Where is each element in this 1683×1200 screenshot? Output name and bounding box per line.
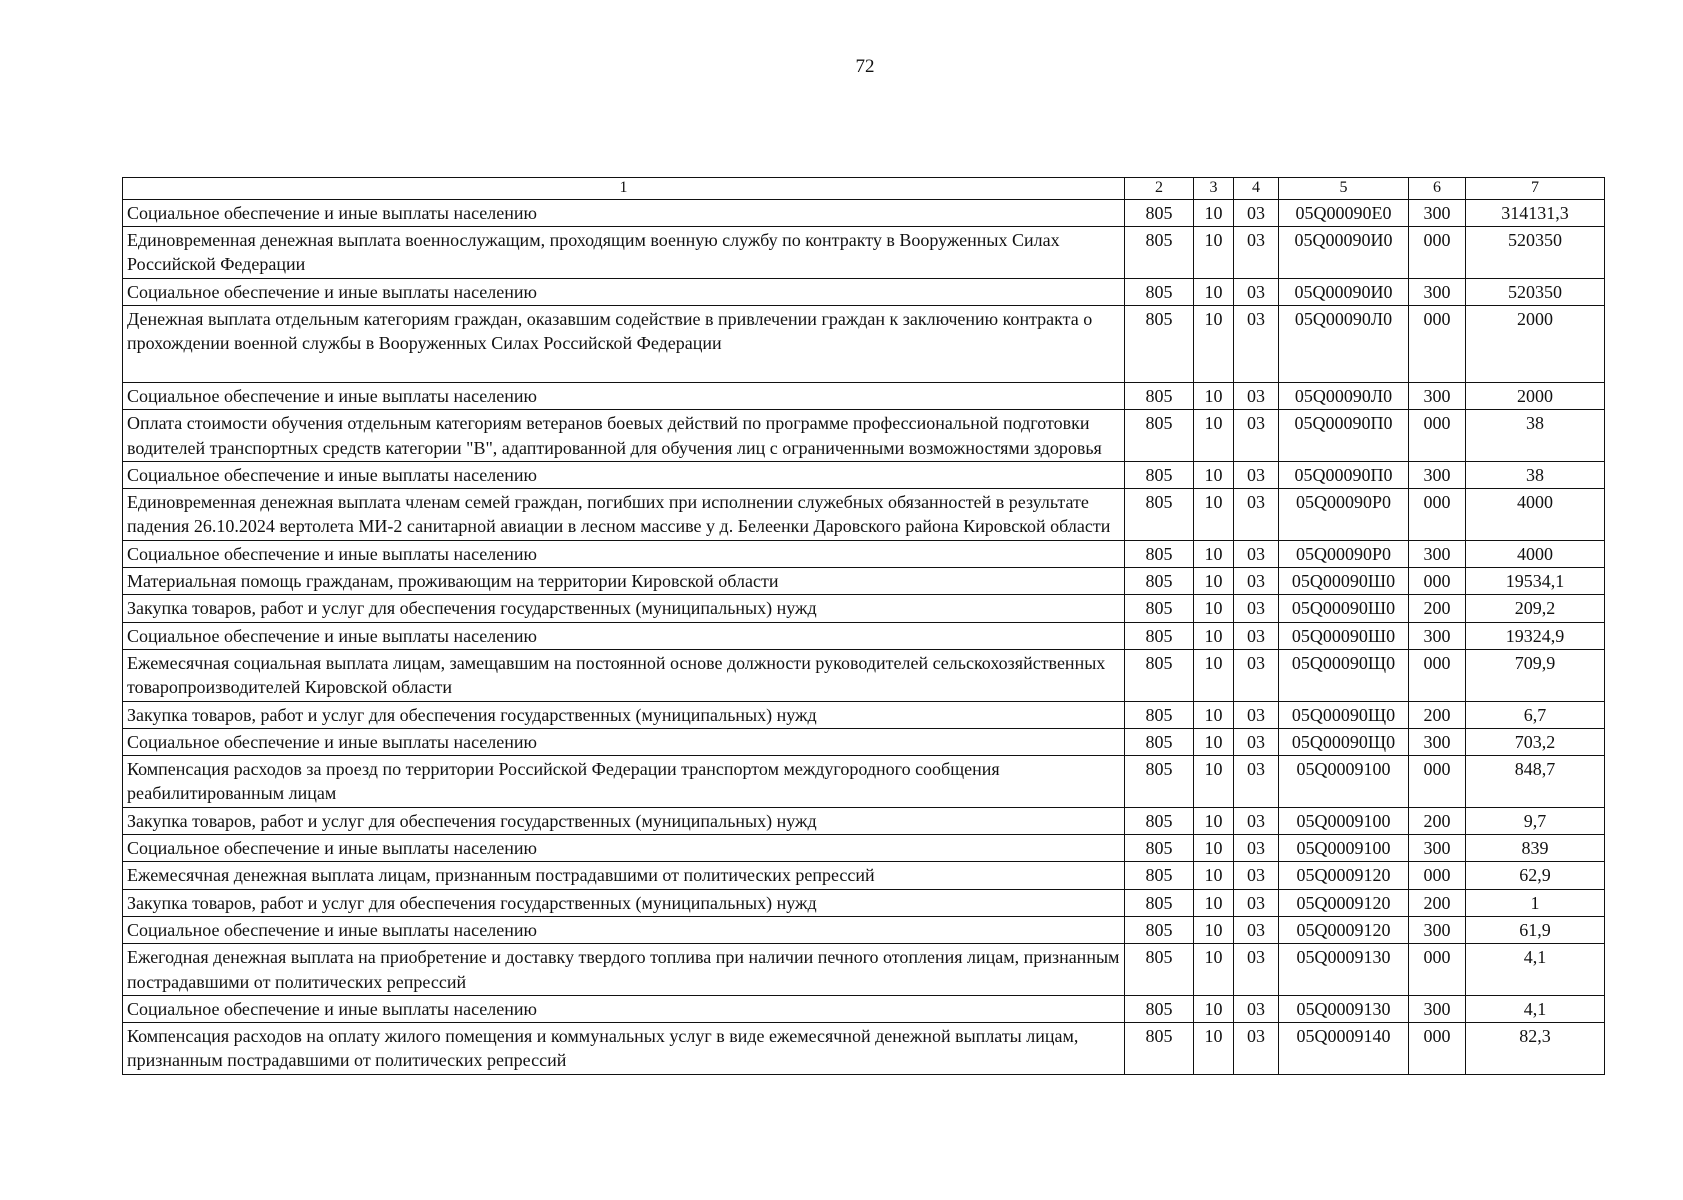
row-c3: 10 xyxy=(1194,540,1234,567)
row-c4: 03 xyxy=(1234,540,1279,567)
row-c3: 10 xyxy=(1194,1023,1234,1075)
table-row xyxy=(123,701,1605,728)
row-c7: 520350 xyxy=(1466,278,1605,305)
row-c6: 000 xyxy=(1409,410,1466,462)
row-c7: 848,7 xyxy=(1466,756,1605,808)
row-c5: 05Q0009100 xyxy=(1279,756,1409,808)
row-c4: 03 xyxy=(1234,756,1279,808)
row-c7: 4000 xyxy=(1466,489,1605,541)
table-row xyxy=(123,728,1605,755)
row-c6: 200 xyxy=(1409,701,1466,728)
row-c3: 10 xyxy=(1194,199,1234,226)
row-c7: 4,1 xyxy=(1466,944,1605,996)
row-c3: 10 xyxy=(1194,568,1234,595)
row-c3: 10 xyxy=(1194,382,1234,409)
row-c4: 03 xyxy=(1234,807,1279,834)
row-c3: 10 xyxy=(1194,489,1234,541)
row-c2: 805 xyxy=(1125,410,1194,462)
row-c6: 000 xyxy=(1409,1023,1466,1075)
row-name: Ежегодная денежная выплата на приобретение и доставку твердого топлива при наличии печного отопления лицам, признанным пострадавшими от политических репрессий xyxy=(123,944,1125,996)
row-c3: 10 xyxy=(1194,595,1234,622)
row-c7: 1 xyxy=(1466,889,1605,916)
row-c4: 03 xyxy=(1234,568,1279,595)
row-c6: 300 xyxy=(1409,199,1466,226)
row-c4: 03 xyxy=(1234,835,1279,862)
header-col-6: 6 xyxy=(1409,178,1466,200)
row-c7: 314131,3 xyxy=(1466,199,1605,226)
row-c6: 000 xyxy=(1409,756,1466,808)
row-name: Социальное обеспечение и иные выплаты населению xyxy=(123,728,1125,755)
row-name: Социальное обеспечение и иные выплаты населению xyxy=(123,540,1125,567)
row-c3: 10 xyxy=(1194,944,1234,996)
row-c6: 000 xyxy=(1409,944,1466,996)
row-c7: 4000 xyxy=(1466,540,1605,567)
row-c2: 805 xyxy=(1125,916,1194,943)
row-c2: 805 xyxy=(1125,944,1194,996)
row-name: Ежемесячная социальная выплата лицам, замещавшим на постоянной основе должности руководителей сельскохозяйственных товаропроизводителей Кировской области xyxy=(123,649,1125,701)
row-c2: 805 xyxy=(1125,862,1194,889)
row-name: Ежемесячная денежная выплата лицам, признанным пострадавшими от политических репрессий xyxy=(123,862,1125,889)
row-c5: 05Q00090П0 xyxy=(1279,410,1409,462)
header-row xyxy=(123,178,1605,200)
header-col-7: 7 xyxy=(1466,178,1605,200)
row-c5: 05Q00090И0 xyxy=(1279,278,1409,305)
row-c2: 805 xyxy=(1125,701,1194,728)
row-name: Единовременная денежная выплата членам семей граждан, погибших при исполнении служебных обязанностей в результате падения 26.10.2024 вертолета МИ-2 санитарной авиации в лесном массиве у д. Белеенки Даровского района Кировской области xyxy=(123,489,1125,541)
row-c5: 05Q00090Ш0 xyxy=(1279,595,1409,622)
table-row xyxy=(123,540,1605,567)
row-c5: 05Q0009120 xyxy=(1279,862,1409,889)
row-c6: 200 xyxy=(1409,595,1466,622)
row-c7: 6,7 xyxy=(1466,701,1605,728)
row-name: Денежная выплата отдельным категориям граждан, оказавшим содействие в привлечении граждан к заключению контракта о прохождении военной службы в Вооруженных Силах Российской Федерации xyxy=(123,305,1125,382)
row-c5: 05Q00090Щ0 xyxy=(1279,728,1409,755)
row-c3: 10 xyxy=(1194,622,1234,649)
row-c2: 805 xyxy=(1125,305,1194,382)
row-c3: 10 xyxy=(1194,649,1234,701)
row-c5: 05Q0009120 xyxy=(1279,916,1409,943)
row-name: Социальное обеспечение и иные выплаты населению xyxy=(123,622,1125,649)
row-c4: 03 xyxy=(1234,944,1279,996)
row-c6: 300 xyxy=(1409,728,1466,755)
row-c4: 03 xyxy=(1234,916,1279,943)
row-c4: 03 xyxy=(1234,622,1279,649)
row-c2: 805 xyxy=(1125,728,1194,755)
budget-table xyxy=(122,177,1605,1075)
row-name: Социальное обеспечение и иные выплаты населению xyxy=(123,278,1125,305)
row-c2: 805 xyxy=(1125,595,1194,622)
row-c2: 805 xyxy=(1125,649,1194,701)
row-name: Социальное обеспечение и иные выплаты населению xyxy=(123,835,1125,862)
row-c4: 03 xyxy=(1234,461,1279,488)
row-c5: 05Q0009120 xyxy=(1279,889,1409,916)
row-c2: 805 xyxy=(1125,995,1194,1022)
row-name: Компенсация расходов на оплату жилого помещения и коммунальных услуг в виде ежемесячной денежной выплаты лицам, признанным пострадавшими от политических репрессий xyxy=(123,1023,1125,1075)
row-c3: 10 xyxy=(1194,916,1234,943)
row-c6: 300 xyxy=(1409,278,1466,305)
row-c2: 805 xyxy=(1125,199,1194,226)
row-c2: 805 xyxy=(1125,278,1194,305)
row-c3: 10 xyxy=(1194,410,1234,462)
row-c7: 839 xyxy=(1466,835,1605,862)
row-name: Единовременная денежная выплата военнослужащим, проходящим военную службу по контракту в Вооруженных Силах Российской Федерации xyxy=(123,227,1125,279)
header-col-1: 1 xyxy=(123,178,1125,200)
row-c7: 62,9 xyxy=(1466,862,1605,889)
row-c3: 10 xyxy=(1194,701,1234,728)
row-c7: 2000 xyxy=(1466,382,1605,409)
table-row xyxy=(123,305,1605,382)
row-c2: 805 xyxy=(1125,1023,1194,1075)
row-c6: 000 xyxy=(1409,489,1466,541)
row-c5: 05Q0009100 xyxy=(1279,835,1409,862)
row-c3: 10 xyxy=(1194,807,1234,834)
row-c3: 10 xyxy=(1194,461,1234,488)
row-c7: 19324,9 xyxy=(1466,622,1605,649)
row-c3: 10 xyxy=(1194,995,1234,1022)
row-c4: 03 xyxy=(1234,728,1279,755)
row-c6: 200 xyxy=(1409,889,1466,916)
row-c5: 05Q00090Щ0 xyxy=(1279,649,1409,701)
row-c7: 9,7 xyxy=(1466,807,1605,834)
table-row xyxy=(123,944,1605,996)
row-c3: 10 xyxy=(1194,835,1234,862)
table-row xyxy=(123,568,1605,595)
row-c4: 03 xyxy=(1234,595,1279,622)
row-name: Социальное обеспечение и иные выплаты населению xyxy=(123,382,1125,409)
row-name: Социальное обеспечение и иные выплаты населению xyxy=(123,916,1125,943)
row-c3: 10 xyxy=(1194,862,1234,889)
row-c4: 03 xyxy=(1234,1023,1279,1075)
table-row xyxy=(123,227,1605,279)
row-c5: 05Q00090Л0 xyxy=(1279,305,1409,382)
row-c6: 300 xyxy=(1409,382,1466,409)
header-col-5: 5 xyxy=(1279,178,1409,200)
row-c4: 03 xyxy=(1234,278,1279,305)
row-c6: 300 xyxy=(1409,916,1466,943)
row-c5: 05Q0009130 xyxy=(1279,944,1409,996)
row-name: Социальное обеспечение и иные выплаты населению xyxy=(123,995,1125,1022)
table-row xyxy=(123,382,1605,409)
row-c5: 05Q00090И0 xyxy=(1279,227,1409,279)
row-c5: 05Q00090Л0 xyxy=(1279,382,1409,409)
row-c4: 03 xyxy=(1234,701,1279,728)
row-c2: 805 xyxy=(1125,889,1194,916)
header-col-3: 3 xyxy=(1194,178,1234,200)
row-c4: 03 xyxy=(1234,649,1279,701)
table-row xyxy=(123,835,1605,862)
row-c4: 03 xyxy=(1234,489,1279,541)
row-c5: 05Q0009100 xyxy=(1279,807,1409,834)
row-c6: 300 xyxy=(1409,622,1466,649)
page-number: 72 xyxy=(855,56,875,77)
header-col-2: 2 xyxy=(1125,178,1194,200)
row-c7: 38 xyxy=(1466,461,1605,488)
row-c3: 10 xyxy=(1194,305,1234,382)
row-c4: 03 xyxy=(1234,889,1279,916)
row-c5: 05Q0009130 xyxy=(1279,995,1409,1022)
row-c3: 10 xyxy=(1194,756,1234,808)
row-c6: 300 xyxy=(1409,461,1466,488)
row-c2: 805 xyxy=(1125,461,1194,488)
row-c6: 000 xyxy=(1409,568,1466,595)
row-c3: 10 xyxy=(1194,728,1234,755)
table-row xyxy=(123,889,1605,916)
row-c7: 82,3 xyxy=(1466,1023,1605,1075)
row-c7: 61,9 xyxy=(1466,916,1605,943)
table-row xyxy=(123,1023,1605,1075)
row-c4: 03 xyxy=(1234,227,1279,279)
row-c5: 05Q00090Ш0 xyxy=(1279,622,1409,649)
row-name: Материальная помощь гражданам, проживающим на территории Кировской области xyxy=(123,568,1125,595)
row-c2: 805 xyxy=(1125,807,1194,834)
row-name: Социальное обеспечение и иные выплаты населению xyxy=(123,461,1125,488)
row-name: Оплата стоимости обучения отдельным категориям ветеранов боевых действий по программе профессиональной подготовки водителей транспортных средств категории "B", адаптированной для обучения лиц с ограниченными возможностями здоровья xyxy=(123,410,1125,462)
row-c7: 4,1 xyxy=(1466,995,1605,1022)
row-c2: 805 xyxy=(1125,227,1194,279)
table-row xyxy=(123,595,1605,622)
row-c7: 209,2 xyxy=(1466,595,1605,622)
row-c5: 05Q0009140 xyxy=(1279,1023,1409,1075)
row-name: Компенсация расходов за проезд по территории Российской Федерации транспортом междугородного сообщения реабилитированным лицам xyxy=(123,756,1125,808)
row-c2: 805 xyxy=(1125,540,1194,567)
row-c2: 805 xyxy=(1125,382,1194,409)
row-c2: 805 xyxy=(1125,622,1194,649)
table-row xyxy=(123,461,1605,488)
row-c4: 03 xyxy=(1234,995,1279,1022)
table-row xyxy=(123,862,1605,889)
row-c6: 300 xyxy=(1409,540,1466,567)
table-row xyxy=(123,807,1605,834)
row-c3: 10 xyxy=(1194,227,1234,279)
row-c4: 03 xyxy=(1234,199,1279,226)
table-row xyxy=(123,649,1605,701)
table-row xyxy=(123,278,1605,305)
row-c2: 805 xyxy=(1125,756,1194,808)
table-row xyxy=(123,199,1605,226)
table-row xyxy=(123,489,1605,541)
row-c6: 300 xyxy=(1409,835,1466,862)
row-name: Социальное обеспечение и иные выплаты населению xyxy=(123,199,1125,226)
row-c7: 703,2 xyxy=(1466,728,1605,755)
row-c6: 000 xyxy=(1409,305,1466,382)
row-c6: 000 xyxy=(1409,649,1466,701)
row-c4: 03 xyxy=(1234,862,1279,889)
row-c2: 805 xyxy=(1125,489,1194,541)
row-c6: 000 xyxy=(1409,862,1466,889)
row-c4: 03 xyxy=(1234,410,1279,462)
row-c2: 805 xyxy=(1125,835,1194,862)
header-col-4: 4 xyxy=(1234,178,1279,200)
row-c7: 2000 xyxy=(1466,305,1605,382)
table-row xyxy=(123,410,1605,462)
row-c5: 05Q00090П0 xyxy=(1279,461,1409,488)
row-c7: 38 xyxy=(1466,410,1605,462)
row-c5: 05Q00090Щ0 xyxy=(1279,701,1409,728)
row-c5: 05Q00090Р0 xyxy=(1279,489,1409,541)
row-c5: 05Q00090Е0 xyxy=(1279,199,1409,226)
row-c4: 03 xyxy=(1234,382,1279,409)
row-c7: 19534,1 xyxy=(1466,568,1605,595)
row-c5: 05Q00090Р0 xyxy=(1279,540,1409,567)
table-row xyxy=(123,995,1605,1022)
row-c2: 805 xyxy=(1125,568,1194,595)
row-name: Закупка товаров, работ и услуг для обеспечения государственных (муниципальных) нужд xyxy=(123,595,1125,622)
row-c5: 05Q00090Ш0 xyxy=(1279,568,1409,595)
table-row xyxy=(123,916,1605,943)
row-name: Закупка товаров, работ и услуг для обеспечения государственных (муниципальных) нужд xyxy=(123,807,1125,834)
row-c6: 300 xyxy=(1409,995,1466,1022)
table-row xyxy=(123,622,1605,649)
row-c4: 03 xyxy=(1234,305,1279,382)
table-body xyxy=(123,199,1605,1074)
row-c3: 10 xyxy=(1194,889,1234,916)
row-c6: 200 xyxy=(1409,807,1466,834)
row-name: Закупка товаров, работ и услуг для обеспечения государственных (муниципальных) нужд xyxy=(123,889,1125,916)
row-name: Закупка товаров, работ и услуг для обеспечения государственных (муниципальных) нужд xyxy=(123,701,1125,728)
row-c7: 709,9 xyxy=(1466,649,1605,701)
table-row xyxy=(123,756,1605,808)
row-c7: 520350 xyxy=(1466,227,1605,279)
row-c3: 10 xyxy=(1194,278,1234,305)
row-c6: 000 xyxy=(1409,227,1466,279)
